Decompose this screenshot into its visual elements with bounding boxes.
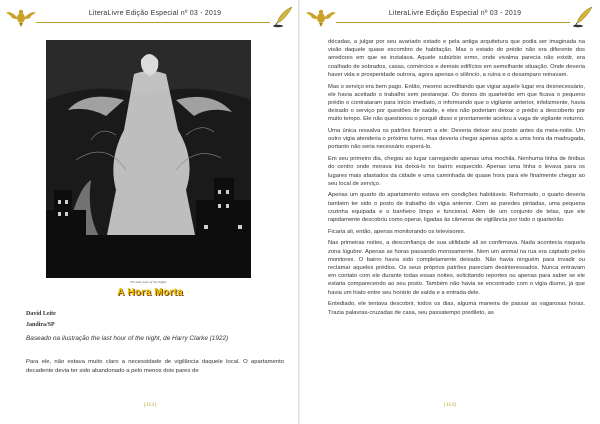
illustration-caption: The last hour of the Night. xyxy=(130,280,167,284)
paragraph: Em seu primeiro dia, chegou ao lugar carregando apenas uma mochila. Nenhuma linha de ônibus do centro onde morava iria deixá-lo no bairro esquecido. Apenas uma linha o levava para os lugares mais afastados da cidade e uma caminhada de quase hora para ele finalmente chegar ao seu local de serviço. xyxy=(328,156,585,187)
paragraph: Nas primeiras noites, a desconfiança de sua utilidade ali se confirmava. Nada acontecia naquela zona lúgubre. Apenas as horas passando morosamente. Nem um animal na rua era captado pelos monitores. O bairro havia sido completamente deixado. Não havia ninguém para invadir ou reclamar aqueles prédios. Os seus próprios patrões pareciam desinteressados. Nunca entravam em contato com ele durante todas essas noites, solicitando reportes ou apenas para saber se ele estaria comparecendo ao seu posto. Também não havia se encontrado com o vigia diurno, já que havia um hiato entre seu horário de saída e a entrada dele. xyxy=(328,240,585,296)
based-on-note: Baseado na ilustração the last hour of the night, de Harry Clarke (1922) xyxy=(26,335,229,342)
quill-pen-icon xyxy=(572,6,594,28)
paragraph: Apenas um quarto do apartamento estava em condições habitáveis. Reformado, o quarto deveria também ter sido o posto de trabalho do vigia anterior. Com as paredes pintadas, uma pequena cozinha equipada e o banheiro limpo e funcional. Além de um conjunto de telas, que ele rapidamente descobriu como operar, ligadas às câmeras de vigilância por todo o quarteirão. xyxy=(328,192,585,224)
paragraph: Mas o serviço era bem pago. Então, mesmo acreditando que vigiar aquele lugar era desnecessário, ele havia aceitado o trabalho sem pestanejar. Os donos do quarteirão em que ficava o pequeno prédio o contrataram para início imediato, o informando que o vigilante anterior, infelizmente, havia deixado o serviço por questões de saúde, e eles não poderiam deixar o prédio a descoberto por muito tempo. Ele não questionou o porquê disso e prontamente aceitou a vaga de vigilante noturno. xyxy=(328,83,585,123)
header-title: LiteraLivre Edição Especial nº 03 - 2019 xyxy=(388,10,522,17)
right-page-number: [114] xyxy=(444,402,456,408)
header-rule xyxy=(36,22,270,23)
paragraph: Entediado, ele tentava descobrir, todos os dias, alguma maneira de passar as vagarosas horas. Trazia palavras-cruzadas de casa, seu passatempo predileto, as xyxy=(328,301,585,316)
header-title: LiteraLivre Edição Especial nº 03 - 2019 xyxy=(88,10,222,17)
paragraph: Uma única ressalva os patrões fizeram a ele: Deveria deixar seu posto antes da meia-noite. Um outro vigia atenderia o próximo turno, mas deveria chegar apenas após a uma hora da madrugada, portanto não seria necessário esperá-lo. xyxy=(328,128,585,151)
story-title: A Hora Morta xyxy=(116,287,183,298)
eagle-logo-icon xyxy=(306,6,336,28)
left-body-text: Para ele, não estava muito claro a necessidade de vigilância daquele local. O apartamento decadente devia ter sido abandonado a pelo menos dois pares de xyxy=(26,359,284,375)
paragraph: Ficaria ali, então, apenas monitorando os televisores. xyxy=(328,228,466,235)
quill-pen-icon xyxy=(272,6,294,28)
author-location: Jandira/SP xyxy=(26,322,55,328)
header-rule xyxy=(336,22,570,23)
right-header xyxy=(306,6,594,28)
author-name: David Leite xyxy=(26,311,56,317)
right-body-text xyxy=(328,38,585,320)
paragraph: décadas, a julgar por seu avariado estado e pela antiga arquitetura que podia ser imaginada na visão daquele quase escombro de habitação. Mas o estado do prédio não era diferente dos arredores em que se instalava. Aquele subúrbio ermo, onde vivalma parecia não existir, era coalhado de sobrados, casas, comércios e demais edifícios em semelhante situação. Onde deveria haver vida e prosperidade outrora, agora apenas o silêncio, a ruína e o desamparo reinavam. xyxy=(328,39,585,78)
left-page-number: [113] xyxy=(144,402,156,408)
eagle-logo-icon xyxy=(6,6,36,28)
story-illustration xyxy=(46,40,251,278)
left-header xyxy=(6,6,294,28)
